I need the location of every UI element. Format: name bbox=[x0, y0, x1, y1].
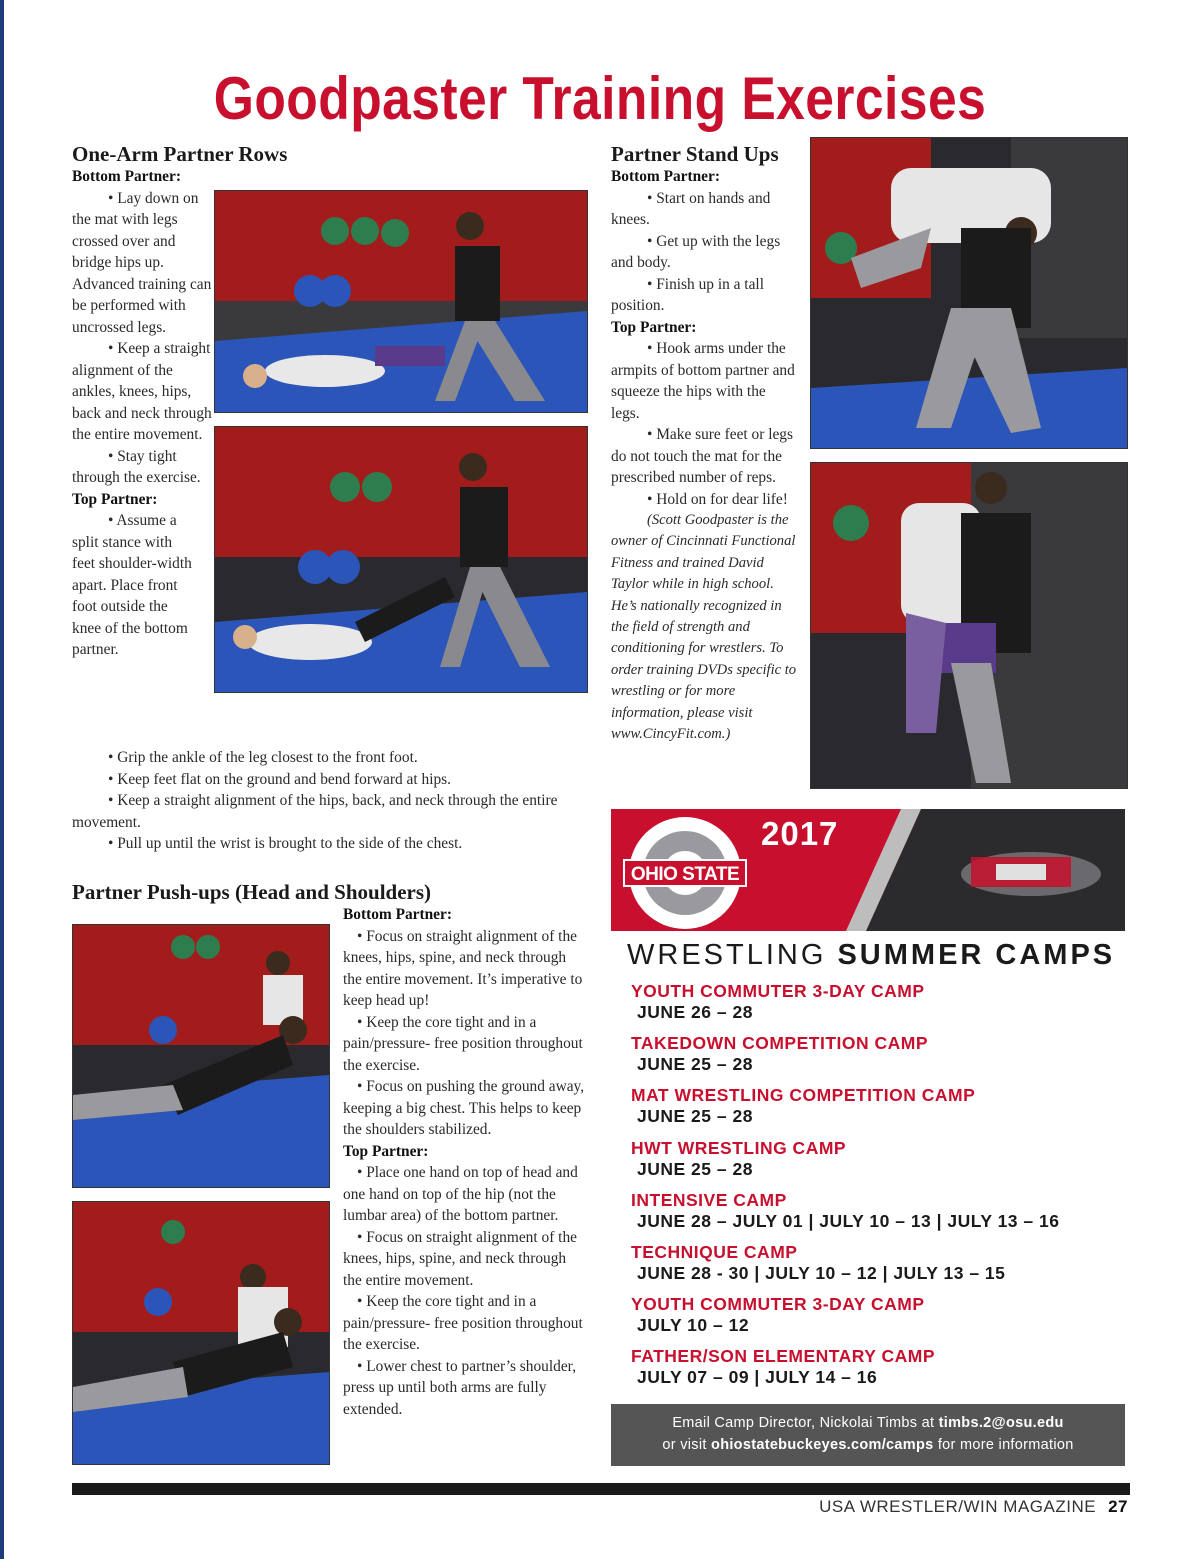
standups-top-bullet: • Hook arms under the armpits of bottom partner and squeeze the hips with the legs. bbox=[611, 340, 795, 422]
camp-item bbox=[631, 1033, 1125, 1085]
pushups-bottom-label: Bottom Partner: bbox=[343, 906, 452, 923]
camp-item bbox=[631, 1190, 1125, 1242]
pushups-top-label: Top Partner: bbox=[343, 1142, 429, 1160]
camp-website-link[interactable]: ohiostatebuckeyes.com/camps bbox=[711, 1437, 934, 1453]
rows-top-bullet: • Assume a split stance with feet shoulder-width apart. Place front foot outside the knee of the bottom partner. bbox=[72, 512, 192, 658]
camp-dates: JUNE 25 – 28 bbox=[637, 1054, 753, 1075]
page-edge-bar bbox=[0, 0, 4, 1559]
pushups-bottom-bullet: • Keep the core tight and in a pain/pressure- free position throughout the exercise. bbox=[343, 1013, 583, 1074]
camp-dates: JULY 07 – 09 | JULY 14 – 16 bbox=[637, 1367, 878, 1388]
camp-name: YOUTH COMMUTER 3-DAY CAMP bbox=[631, 981, 925, 1001]
camp-list bbox=[631, 981, 1125, 1399]
camp-contact-text: or visit bbox=[662, 1437, 712, 1453]
page-title: Goodpaster Training Exercises bbox=[213, 65, 987, 132]
page-footer bbox=[819, 1497, 1128, 1517]
photo-pushups-up bbox=[72, 1201, 330, 1465]
camp-dates: JUNE 28 – JULY 01 | JULY 10 – 13 | JULY 13 – 16 bbox=[637, 1210, 1060, 1231]
rows-top-bullet: • Keep feet flat on the ground and bend forward at hips. bbox=[108, 770, 452, 788]
camp-dates: JUNE 25 – 28 bbox=[637, 1106, 753, 1127]
rows-bottom-bullet: • Stay tight through the exercise. bbox=[72, 447, 201, 486]
pushups-top-bullet: • Lower chest to partner’s shoulder, press up until both arms are fully extended. bbox=[343, 1357, 577, 1418]
camp-heading-light: WRESTLING bbox=[627, 939, 827, 971]
camp-email-link[interactable]: timbs.2@osu.edu bbox=[938, 1415, 1064, 1431]
author-bio: (Scott Goodpaster is the owner of Cincinnati Functional Fitness and trained David Taylor while in high school. He’s nationally recognized in the field of strength and conditioning for wrestlers. To order training DVDs specific to wrestling or for more information, please visit www.CincyFit.com.) bbox=[611, 512, 797, 743]
camp-heading bbox=[627, 939, 1127, 972]
camp-dates: JUNE 26 – 28 bbox=[637, 1002, 753, 1022]
photo-rows-finish bbox=[214, 426, 588, 693]
rows-top-bullet: • Grip the ankle of the leg closest to the front foot. bbox=[108, 749, 418, 766]
photo-standups-lift bbox=[810, 137, 1128, 449]
standups-top-bullet: • Hold on for dear life! bbox=[647, 490, 788, 508]
standups-top-label: Top Partner: bbox=[611, 318, 697, 336]
page-number: 27 bbox=[1108, 1497, 1128, 1516]
rows-bottom-bullet: • Keep a straight alignment of the ankles, knees, hips, back and neck through the entire movement. bbox=[72, 340, 212, 443]
footer-rule bbox=[72, 1483, 1130, 1495]
ohio-state-logo bbox=[629, 817, 741, 929]
camp-dates: JULY 10 – 12 bbox=[637, 1315, 750, 1336]
camp-name: TAKEDOWN COMPETITION CAMP bbox=[631, 1033, 929, 1054]
rows-bottom-bullet: • Lay down on the mat with legs crossed over and bridge hips up. Advanced training can be performed with uncrossed legs. bbox=[72, 189, 212, 336]
camp-item bbox=[631, 1294, 1125, 1346]
standups-bottom-label: Bottom Partner: bbox=[611, 168, 720, 185]
camp-contact-text: for more information bbox=[933, 1437, 1074, 1453]
camp-item bbox=[631, 1085, 1125, 1137]
magazine-name: USA WRESTLER/WIN MAGAZINE bbox=[819, 1497, 1097, 1516]
standups-bottom-bullet: • Start on hands and knees. bbox=[611, 189, 771, 228]
camp-name: MAT WRESTLING COMPETITION CAMP bbox=[631, 1085, 976, 1106]
photo-pushups-down bbox=[72, 924, 330, 1188]
standups-top-bullet: • Make sure feet or legs do not touch the mat for the prescribed number of reps. bbox=[611, 426, 793, 486]
rows-top-bullet: • Keep a straight alignment of the hips, back, and neck through the entire movement. bbox=[72, 792, 558, 831]
rows-text-column bbox=[72, 166, 212, 661]
camp-advertisement bbox=[611, 809, 1125, 1453]
camp-item bbox=[631, 1346, 1125, 1398]
camp-name: TECHNIQUE CAMP bbox=[631, 1241, 798, 1262]
camp-name: FATHER/SON ELEMENTARY CAMP bbox=[631, 1346, 936, 1367]
rows-top-bullets-wide bbox=[72, 747, 592, 855]
camp-contact-box bbox=[611, 1404, 1125, 1466]
pushups-top-bullet: • Focus on straight alignment of the knees, hips, spine, and neck through the entire movement. bbox=[343, 1228, 577, 1289]
rows-top-label: Top Partner: bbox=[72, 490, 158, 508]
camp-item bbox=[631, 981, 1125, 1033]
camp-year: 2017 bbox=[761, 815, 839, 852]
ohio-state-logo-text: OHIO STATE bbox=[623, 859, 747, 887]
camp-banner bbox=[611, 809, 1125, 931]
pushups-bottom-bullet: • Focus on straight alignment of the knees, hips, spine, and neck through the entire movement. It’s imperative to keep head up! bbox=[343, 927, 583, 1009]
photo-rows-start bbox=[214, 190, 588, 413]
rows-bottom-label: Bottom Partner: bbox=[72, 168, 181, 185]
pushups-text-column bbox=[343, 904, 588, 1420]
standups-text-column bbox=[611, 166, 797, 745]
camp-dates: JUNE 28 - 30 | JULY 10 – 12 | JULY 13 – 15 bbox=[637, 1262, 1006, 1283]
camp-item bbox=[631, 1242, 1125, 1294]
photo-standups-tall bbox=[810, 462, 1128, 789]
rows-top-bullet: • Pull up until the wrist is brought to the side of the chest. bbox=[108, 835, 463, 852]
camp-dates: JUNE 25 – 28 bbox=[637, 1158, 753, 1179]
camp-item bbox=[631, 1138, 1125, 1190]
rows-heading: One-Arm Partner Rows bbox=[72, 142, 288, 166]
pushups-heading: Partner Push-ups (Head and Shoulders) bbox=[72, 880, 432, 904]
pushups-top-bullet: • Place one hand on top of head and one hand on top of the hip (not the lumbar area) of the bottom partner. bbox=[343, 1164, 578, 1224]
standups-heading: Partner Stand Ups bbox=[611, 142, 779, 166]
camp-heading-bold: SUMMER CAMPS bbox=[837, 939, 1116, 971]
camp-name: YOUTH COMMUTER 3-DAY CAMP bbox=[631, 1294, 925, 1315]
pushups-top-bullet: • Keep the core tight and in a pain/pressure- free position throughout the exercise. bbox=[343, 1293, 583, 1353]
pushups-bottom-bullet: • Focus on pushing the ground away, keeping a big chest. This helps to keep the shoulders stabilized. bbox=[343, 1078, 585, 1138]
camp-name: INTENSIVE CAMP bbox=[631, 1189, 787, 1210]
camp-contact-text: Email Camp Director, Nickolai Timbs at bbox=[672, 1415, 939, 1431]
standups-bottom-bullet: • Finish up in a tall position. bbox=[611, 275, 764, 314]
camp-name: HWT WRESTLING CAMP bbox=[631, 1137, 847, 1158]
standups-bottom-bullet: • Get up with the legs and body. bbox=[611, 232, 781, 271]
